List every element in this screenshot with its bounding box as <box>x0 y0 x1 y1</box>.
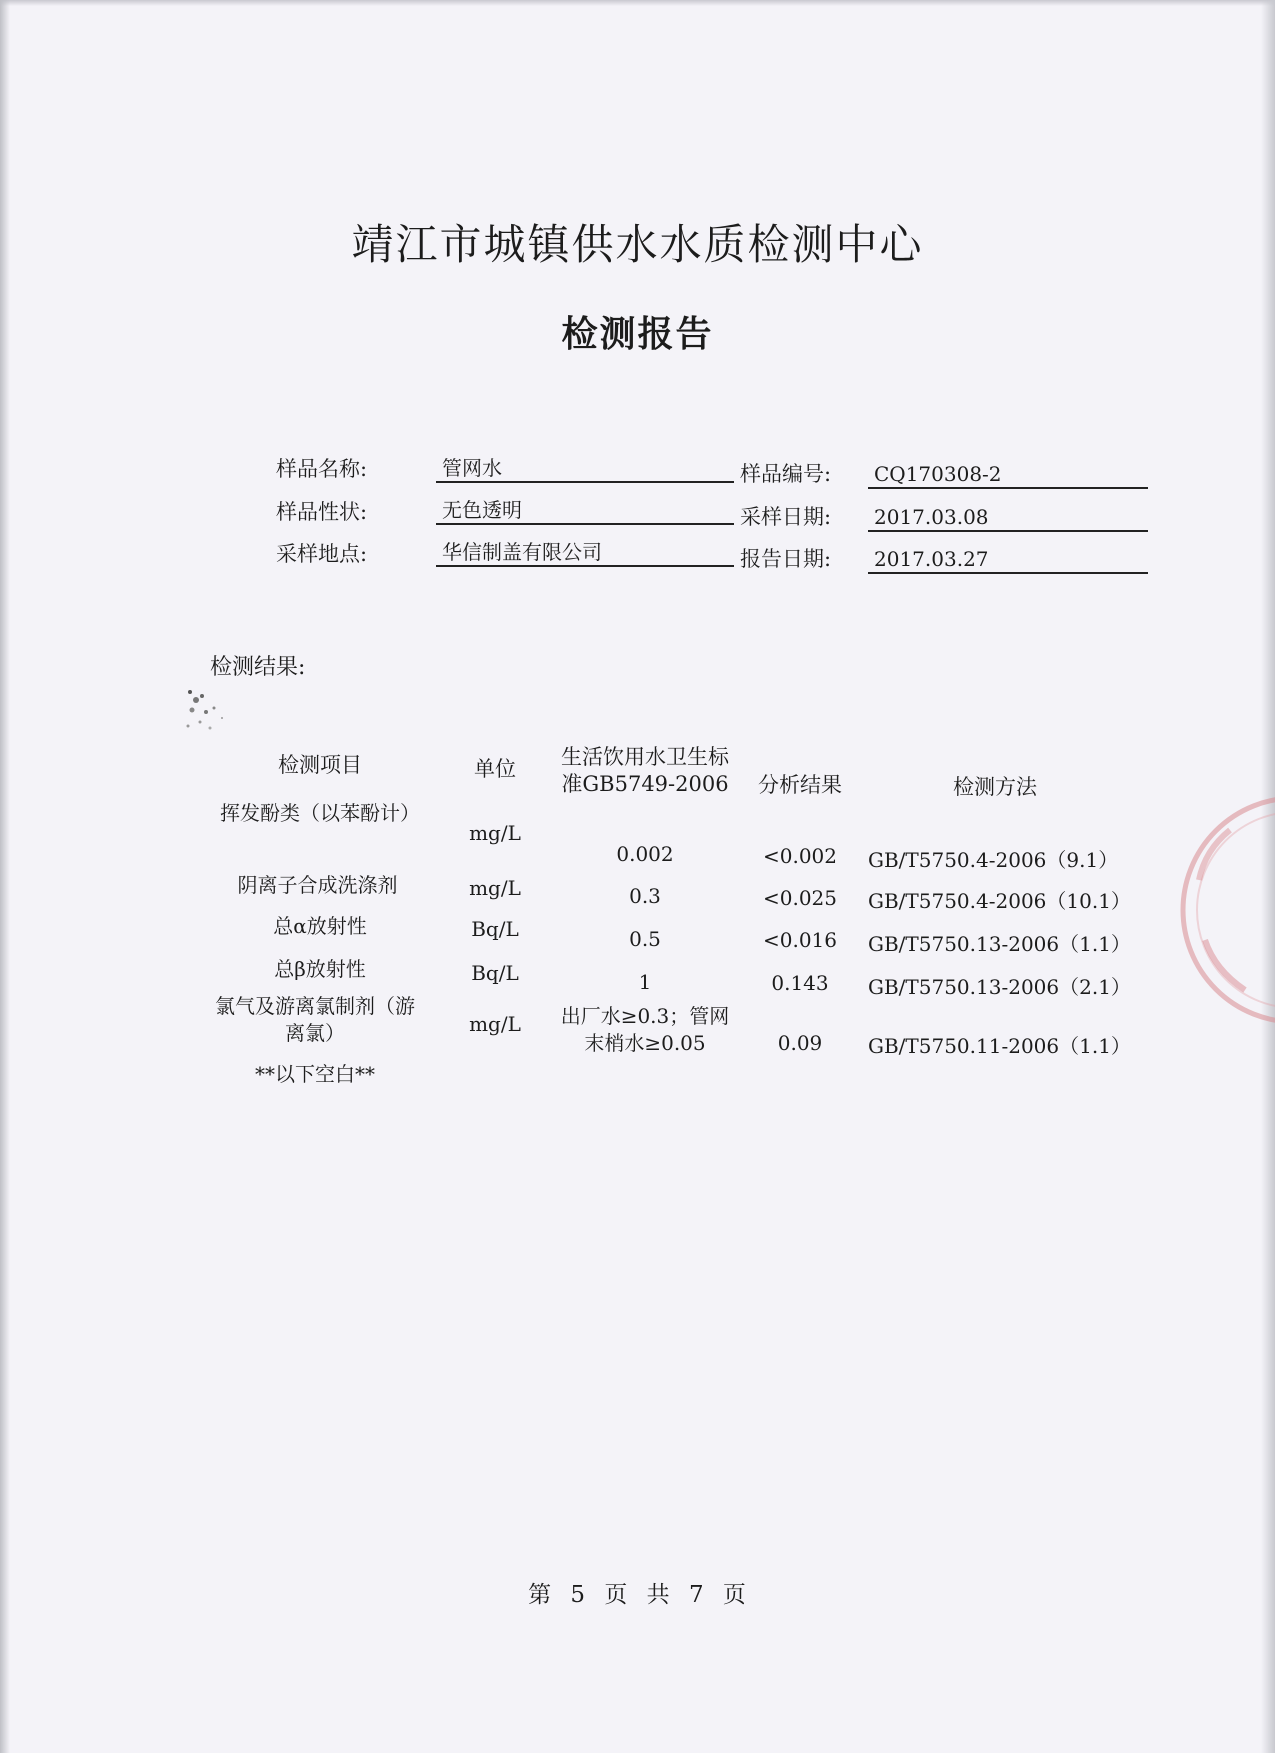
row-4-method: GB/T5750.13-2006（2.1） <box>868 975 1131 999</box>
red-seal-stamp <box>1175 790 1275 1030</box>
sample-name-value: 管网水 <box>436 455 734 483</box>
sampling-location-label: 采样地点: <box>276 542 368 566</box>
row-3-standard: 0.5 <box>629 927 661 951</box>
row-2-result: <0.025 <box>762 886 837 910</box>
row-4-result: 0.143 <box>771 971 829 995</box>
row-1-method: GB/T5750.4-2006（9.1） <box>868 848 1119 872</box>
results-section-label: 检测结果: <box>210 655 306 680</box>
sample-number-label: 样品编号: <box>740 462 832 486</box>
row-3-item: 总α放射性 <box>273 914 367 938</box>
sample-property-label: 样品性状: <box>276 500 368 524</box>
sampling-date-label: 采样日期: <box>740 505 832 529</box>
report-date-value: 2017.03.27 <box>868 546 1148 574</box>
report-date-label: 报告日期: <box>740 547 832 571</box>
column-header-standard: 生活饮用水卫生标准GB5749-2006 <box>561 745 729 796</box>
column-header-item: 检测项目 <box>278 753 362 777</box>
organization-title: 靖江市城镇供水水质检测中心 <box>351 220 924 269</box>
row-5-result: 0.09 <box>777 1031 823 1055</box>
row-2-method: GB/T5750.4-2006（10.1） <box>868 889 1131 913</box>
row-1-standard: 0.002 <box>616 842 674 866</box>
column-header-unit: 单位 <box>474 757 516 781</box>
report-title: 检测报告 <box>561 313 714 355</box>
ink-smudge <box>180 682 236 740</box>
column-header-result: 分析结果 <box>758 773 842 797</box>
sample-name-label: 样品名称: <box>276 457 368 481</box>
sampling-location-value: 华信制盖有限公司 <box>436 539 734 567</box>
row-5-item: 氯气及游离氯制剂（游离氯） <box>215 994 415 1045</box>
page-number: 第 5 页 共 7 页 <box>528 1582 747 1608</box>
sampling-date-value: 2017.03.08 <box>868 504 1148 532</box>
row-5-method: GB/T5750.11-2006（1.1） <box>868 1034 1131 1058</box>
row-2-standard: 0.3 <box>629 884 661 908</box>
row-1-item: 挥发酚类（以苯酚计） <box>220 801 420 825</box>
row-4-unit: Bq/L <box>471 961 519 985</box>
blank-below-note: **以下空白** <box>255 1062 375 1086</box>
column-header-method: 检测方法 <box>953 775 1037 799</box>
row-3-method: GB/T5750.13-2006（1.1） <box>868 932 1131 956</box>
sample-property-value: 无色透明 <box>436 497 734 525</box>
row-2-unit: mg/L <box>469 876 521 900</box>
row-4-item: 总β放射性 <box>274 957 366 981</box>
row-3-result: <0.016 <box>762 928 837 952</box>
row-3-unit: Bq/L <box>471 917 519 941</box>
row-5-unit: mg/L <box>469 1012 521 1036</box>
row-4-standard: 1 <box>638 970 652 994</box>
row-5-standard: 出厂水≥0.3；管网末梢水≥0.05 <box>560 1004 730 1055</box>
row-1-result: <0.002 <box>762 844 837 868</box>
row-2-item: 阴离子合成洗涤剂 <box>237 873 398 897</box>
row-1-unit: mg/L <box>469 821 521 845</box>
sample-number-value: CQ170308-2 <box>868 461 1148 489</box>
scan-edge-top <box>0 0 1275 6</box>
